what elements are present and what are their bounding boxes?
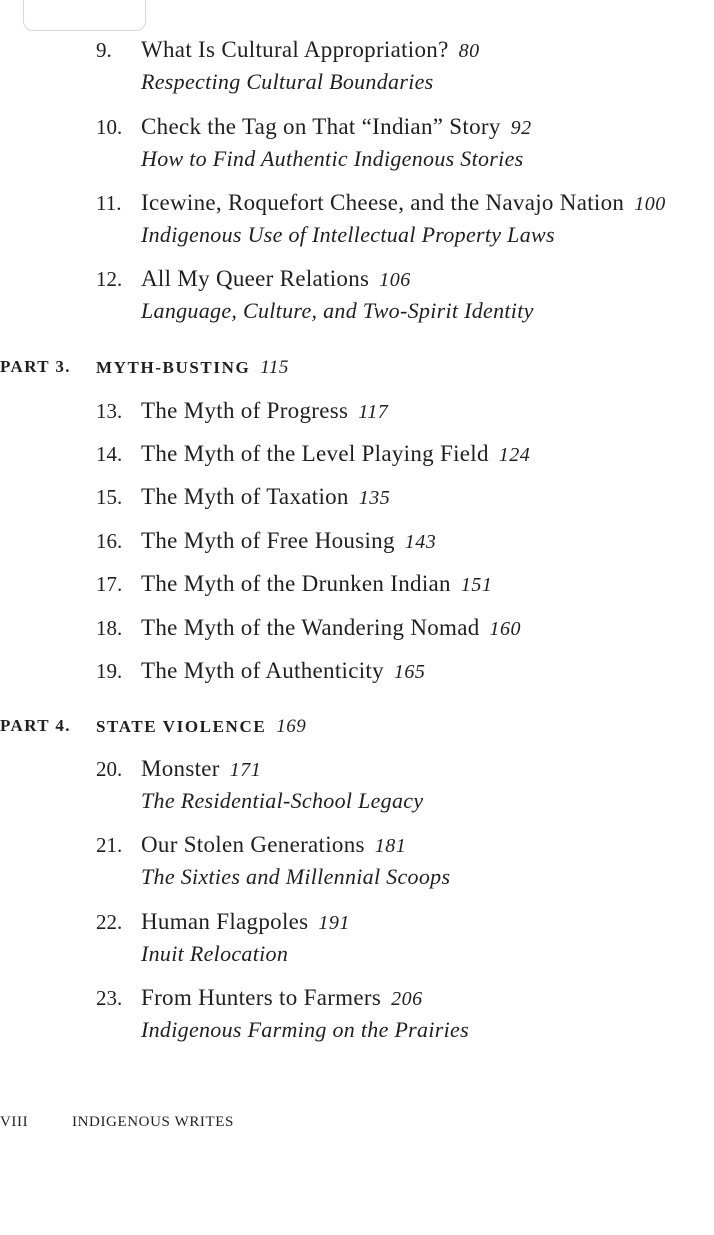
chapter-subtitle: Indigenous Farming on the Prairies (141, 1017, 469, 1042)
chapter-page: 171 (229, 759, 262, 781)
chapter-subtitle: The Sixties and Millennial Scoops (141, 864, 451, 889)
chapter-number: 18. (96, 616, 123, 640)
chapter-page: 160 (489, 618, 522, 640)
chapter-number: 20. (96, 757, 123, 781)
toc-part-4[interactable] (0, 716, 307, 737)
chapter-page: 165 (393, 661, 426, 683)
part-label: PART 4. (0, 716, 71, 735)
chapter-page: 143 (404, 531, 437, 553)
chapter-title: Check the Tag on That “Indian” Story 92 (141, 114, 532, 139)
chapter-number: 13. (96, 399, 123, 423)
chapter-page: 80 (458, 40, 480, 62)
chapter-title: The Myth of the Level Playing Field 124 (141, 441, 531, 466)
chapter-number: 17. (96, 572, 123, 596)
chapter-subtitle: Inuit Relocation (141, 941, 289, 966)
chapter-number: 22. (96, 910, 123, 934)
chapter-number: 10. (96, 115, 123, 139)
chapter-title: Our Stolen Generations 181 (141, 832, 407, 857)
chapter-subtitle: Respecting Cultural Boundaries (141, 69, 434, 94)
chapter-number: 14. (96, 442, 123, 466)
chapter-title: All My Queer Relations 106 (141, 266, 411, 291)
chapter-number: 23. (96, 986, 123, 1010)
chapter-title: The Myth of Progress 117 (141, 398, 389, 423)
chapter-page: 181 (374, 835, 407, 857)
chapter-number: 19. (96, 659, 123, 683)
chapter-subtitle: Indigenous Use of Intellectual Property Laws (141, 222, 555, 247)
chapter-title: From Hunters to Farmers 206 (141, 985, 423, 1010)
chapter-subtitle: How to Find Authentic Indigenous Stories (141, 146, 524, 171)
chapter-page: 117 (358, 401, 389, 423)
chapter-number: 16. (96, 529, 123, 553)
chapter-page: 92 (510, 117, 532, 139)
page-folio: VIII (0, 1114, 29, 1130)
chapter-title: The Myth of the Wandering Nomad 160 (141, 615, 522, 640)
running-footer-title: INDIGENOUS WRITES (72, 1114, 234, 1130)
chapter-title: What Is Cultural Appropriation? 80 (141, 37, 480, 62)
chapter-title: Icewine, Roquefort Cheese, and the Navajo Nation 100 (141, 190, 666, 215)
chapter-number: 12. (96, 267, 123, 291)
part-label: PART 3. (0, 357, 71, 376)
chapter-number: 11. (96, 191, 122, 215)
chapter-subtitle: Language, Culture, and Two-Spirit Identity (141, 298, 534, 323)
chapter-subtitle: The Residential-School Legacy (141, 788, 424, 813)
chapter-page: 100 (634, 193, 666, 215)
chapter-title: Human Flagpoles 191 (141, 909, 350, 934)
part-page: 169 (276, 716, 307, 737)
top-tab-handle[interactable] (23, 0, 146, 31)
part-title: MYTH-BUSTING 115 (96, 357, 289, 378)
chapter-page: 124 (498, 444, 531, 466)
part-page: 115 (260, 357, 289, 378)
part-title: STATE VIOLENCE 169 (96, 716, 307, 737)
toc-part-3[interactable] (0, 357, 289, 378)
chapter-title: Monster 171 (141, 756, 262, 781)
chapter-page: 106 (379, 269, 411, 291)
chapter-title: The Myth of Authenticity 165 (141, 658, 426, 683)
chapter-page: 135 (358, 487, 391, 509)
chapter-number: 21. (96, 833, 123, 857)
chapter-title: The Myth of the Drunken Indian 151 (141, 571, 493, 596)
chapter-page: 191 (318, 912, 350, 934)
chapter-page: 206 (391, 988, 423, 1010)
chapter-number: 9. (96, 38, 112, 62)
chapter-title: The Myth of Taxation 135 (141, 484, 391, 509)
chapter-number: 15. (96, 485, 123, 509)
chapter-title: The Myth of Free Housing 143 (141, 528, 437, 553)
chapter-page: 151 (460, 574, 493, 596)
